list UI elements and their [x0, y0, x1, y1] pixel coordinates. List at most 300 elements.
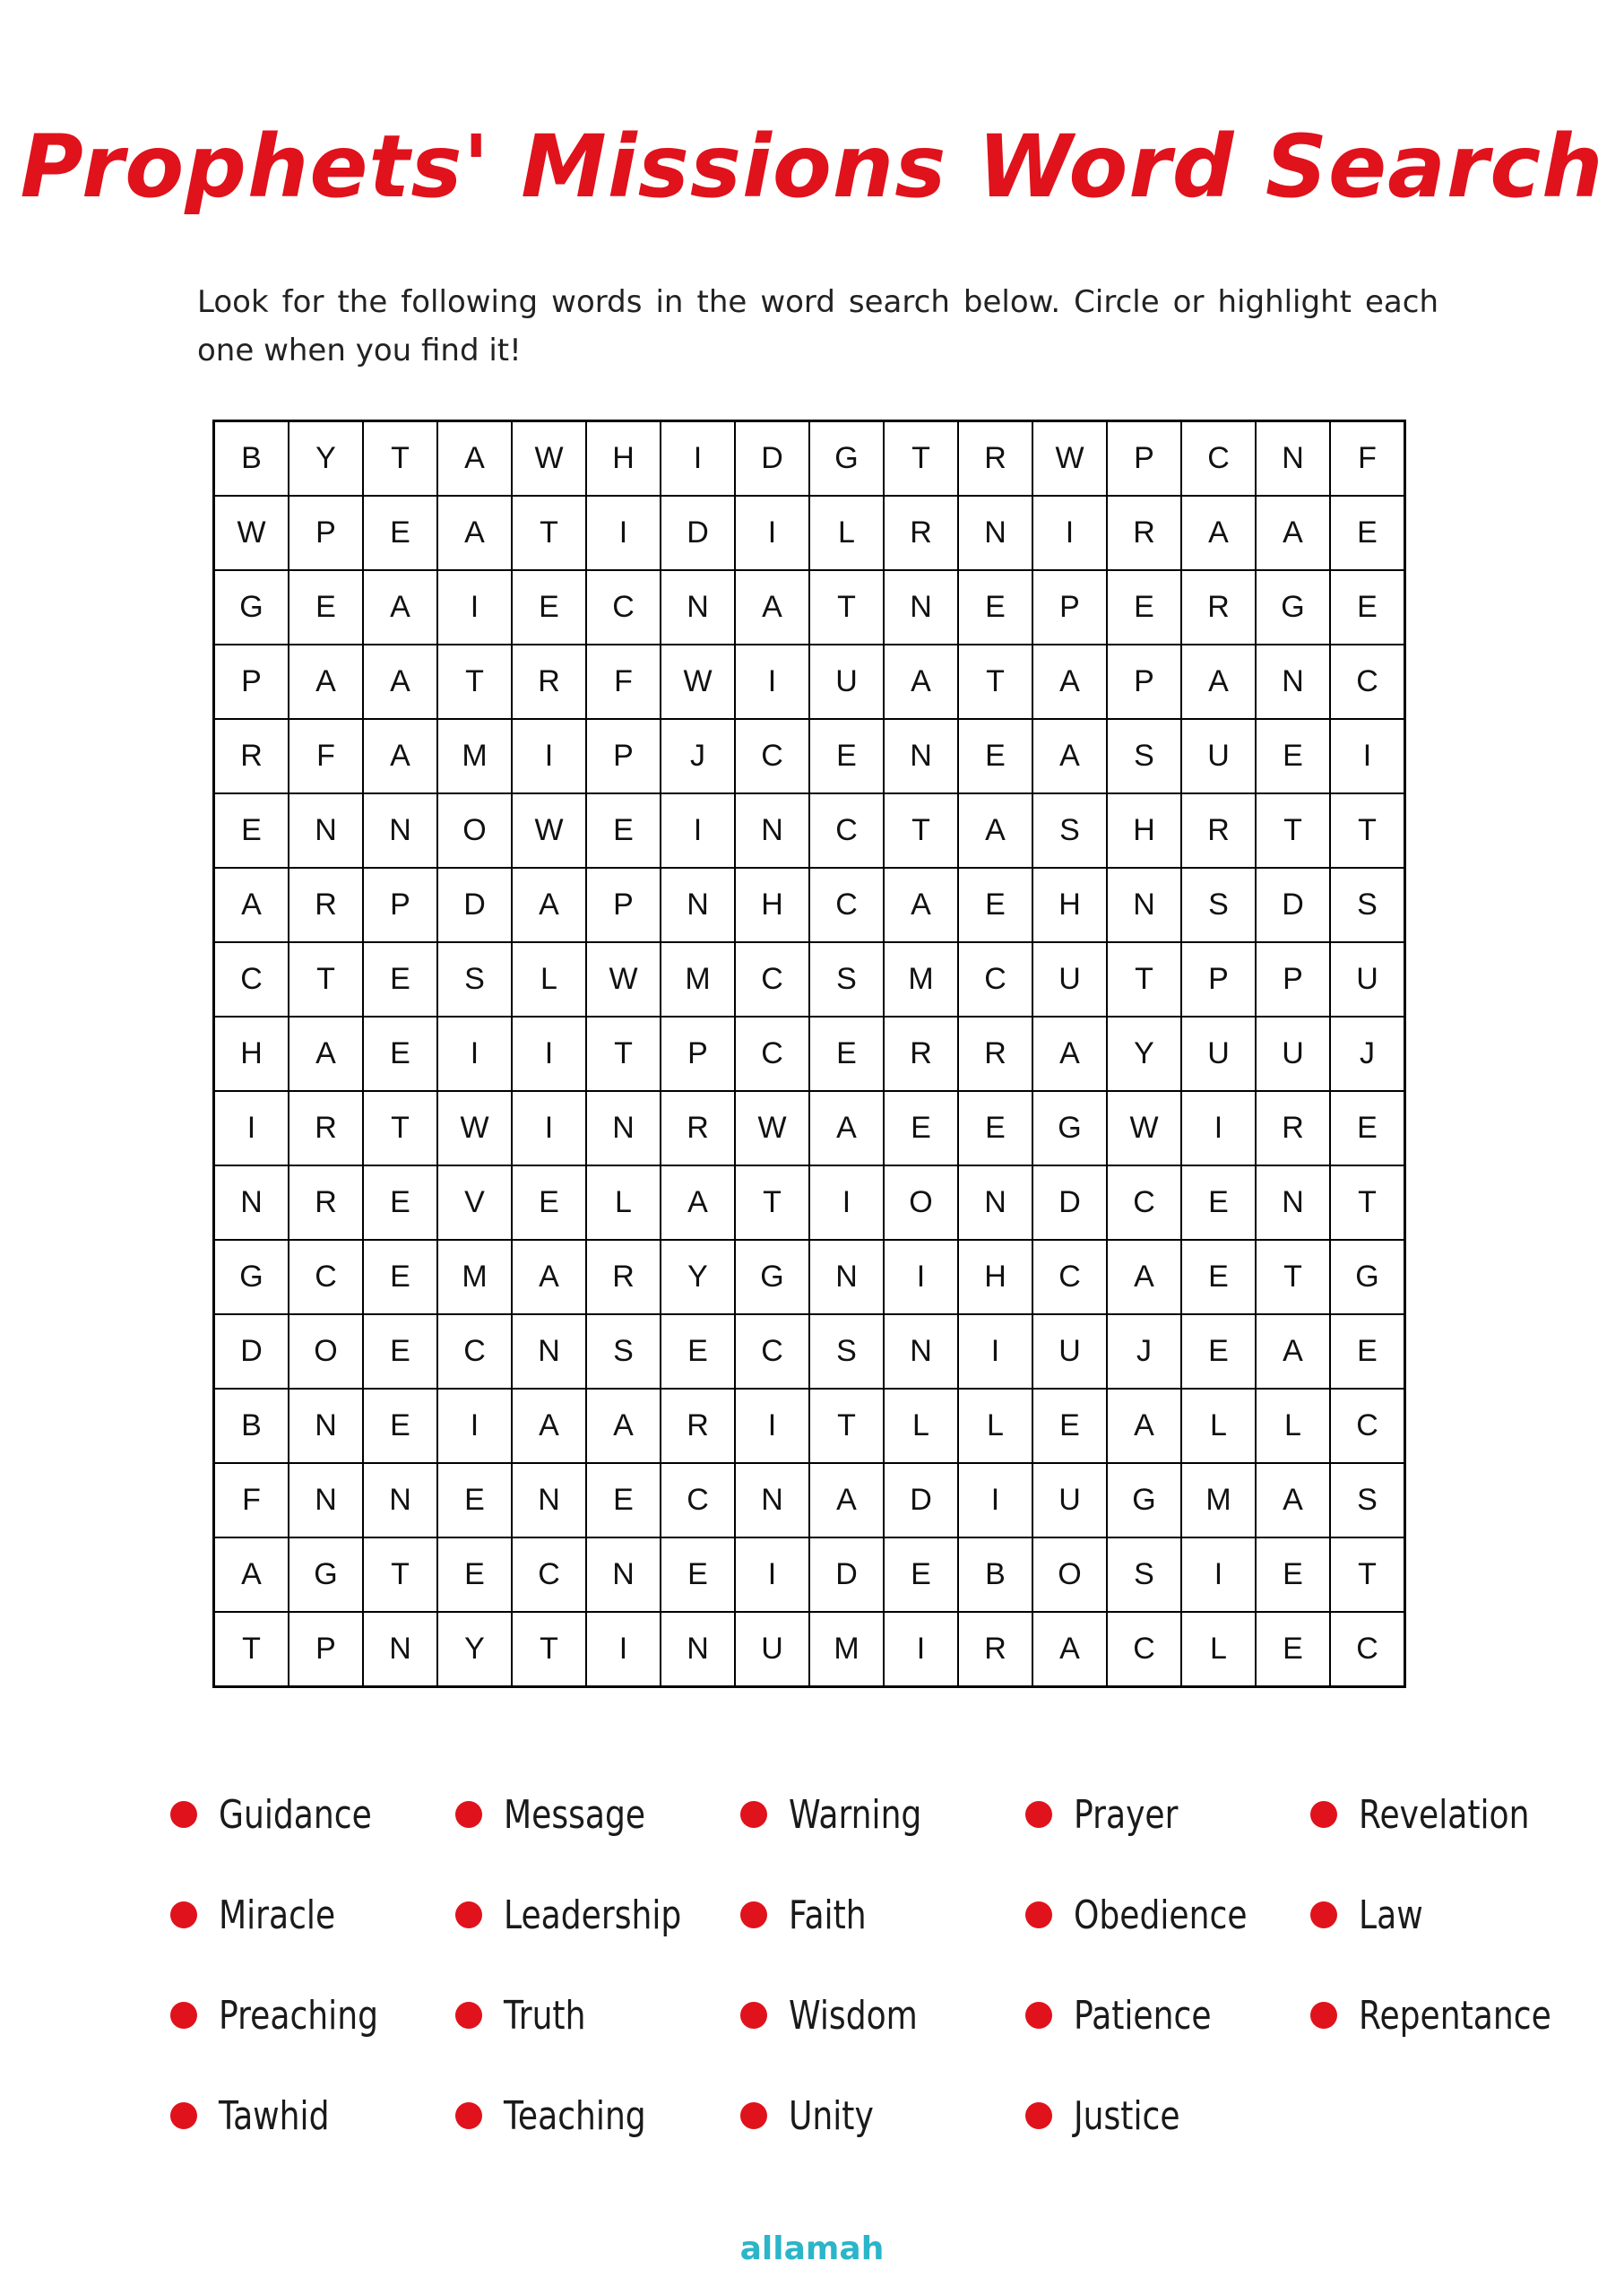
- word-list-item: [1310, 1865, 1595, 1965]
- grid-cell[interactable]: I: [661, 793, 735, 868]
- grid-cell[interactable]: N: [661, 1612, 735, 1687]
- grid-cell[interactable]: U: [1181, 719, 1256, 793]
- grid-cell[interactable]: P: [289, 1612, 363, 1687]
- grid-cell[interactable]: A: [958, 793, 1032, 868]
- grid-cell[interactable]: O: [1032, 1537, 1107, 1612]
- grid-cell[interactable]: U: [1032, 1463, 1107, 1537]
- grid-cell[interactable]: I: [1181, 1537, 1256, 1612]
- grid-cell[interactable]: E: [1181, 1240, 1256, 1314]
- grid-cell[interactable]: R: [586, 1240, 661, 1314]
- grid-cell[interactable]: R: [1181, 570, 1256, 645]
- grid-cell[interactable]: T: [884, 793, 958, 868]
- grid-cell[interactable]: A: [437, 421, 512, 497]
- grid-cell[interactable]: N: [586, 1537, 661, 1612]
- grid-cell[interactable]: S: [809, 942, 884, 1017]
- grid-cell[interactable]: N: [1256, 645, 1330, 719]
- grid-cell[interactable]: N: [884, 719, 958, 793]
- grid-cell[interactable]: E: [363, 496, 437, 570]
- grid-cell[interactable]: I: [735, 1389, 809, 1463]
- grid-cell[interactable]: N: [289, 793, 363, 868]
- grid-cell[interactable]: T: [512, 1612, 586, 1687]
- grid-cell[interactable]: C: [1330, 645, 1405, 719]
- grid-cell[interactable]: A: [735, 570, 809, 645]
- grid-cell[interactable]: G: [214, 570, 289, 645]
- grid-cell[interactable]: H: [586, 421, 661, 497]
- grid-cell[interactable]: A: [512, 1389, 586, 1463]
- grid-cell[interactable]: R: [958, 1612, 1032, 1687]
- grid-cell[interactable]: T: [363, 421, 437, 497]
- grid-cell[interactable]: G: [1107, 1463, 1181, 1537]
- grid-cell[interactable]: I: [884, 1240, 958, 1314]
- grid-cell[interactable]: E: [884, 1091, 958, 1165]
- grid-cell[interactable]: C: [809, 793, 884, 868]
- grid-cell[interactable]: N: [289, 1463, 363, 1537]
- grid-cell[interactable]: L: [1256, 1389, 1330, 1463]
- grid-cell[interactable]: G: [1032, 1091, 1107, 1165]
- grid-cell[interactable]: I: [809, 1165, 884, 1240]
- grid-cell[interactable]: W: [661, 645, 735, 719]
- grid-cell[interactable]: N: [1256, 421, 1330, 497]
- grid-cell[interactable]: J: [1330, 1017, 1405, 1091]
- grid-cell[interactable]: E: [289, 570, 363, 645]
- grid-cell[interactable]: N: [363, 1463, 437, 1537]
- grid-cell[interactable]: S: [1032, 793, 1107, 868]
- grid-cell[interactable]: T: [437, 645, 512, 719]
- grid-cell[interactable]: P: [1107, 645, 1181, 719]
- grid-cell[interactable]: A: [1032, 719, 1107, 793]
- grid-cell[interactable]: L: [958, 1389, 1032, 1463]
- grid-cell[interactable]: M: [884, 942, 958, 1017]
- grid-cell[interactable]: E: [1330, 570, 1405, 645]
- grid-cell[interactable]: H: [735, 868, 809, 942]
- grid-cell[interactable]: W: [586, 942, 661, 1017]
- grid-cell[interactable]: A: [1107, 1240, 1181, 1314]
- grid-cell[interactable]: E: [512, 570, 586, 645]
- grid-cell[interactable]: E: [1181, 1314, 1256, 1389]
- grid-cell[interactable]: T: [214, 1612, 289, 1687]
- grid-cell[interactable]: A: [1256, 496, 1330, 570]
- grid-cell[interactable]: H: [214, 1017, 289, 1091]
- grid-cell[interactable]: N: [512, 1314, 586, 1389]
- grid-cell[interactable]: C: [437, 1314, 512, 1389]
- grid-cell[interactable]: S: [437, 942, 512, 1017]
- grid-cell[interactable]: J: [1107, 1314, 1181, 1389]
- grid-cell[interactable]: C: [1330, 1389, 1405, 1463]
- word-list-item: [455, 1764, 740, 1865]
- grid-cell[interactable]: T: [363, 1091, 437, 1165]
- grid-cell[interactable]: E: [1256, 719, 1330, 793]
- grid-cell[interactable]: M: [809, 1612, 884, 1687]
- bullet-dot-icon: [1025, 1901, 1052, 1928]
- grid-cell[interactable]: W: [437, 1091, 512, 1165]
- grid-cell[interactable]: J: [661, 719, 735, 793]
- grid-cell[interactable]: C: [1107, 1165, 1181, 1240]
- grid-cell[interactable]: I: [512, 1091, 586, 1165]
- grid-cell[interactable]: A: [1107, 1389, 1181, 1463]
- grid-row: [214, 1612, 1405, 1687]
- grid-cell[interactable]: E: [661, 1537, 735, 1612]
- grid-cell[interactable]: P: [1181, 942, 1256, 1017]
- grid-cell[interactable]: S: [1181, 868, 1256, 942]
- grid-cell[interactable]: R: [512, 645, 586, 719]
- grid-cell[interactable]: D: [735, 421, 809, 497]
- grid-cell[interactable]: E: [809, 719, 884, 793]
- grid-cell[interactable]: W: [1107, 1091, 1181, 1165]
- grid-cell[interactable]: P: [363, 868, 437, 942]
- grid-row: [214, 793, 1405, 868]
- grid-cell[interactable]: I: [437, 570, 512, 645]
- grid-cell[interactable]: W: [1032, 421, 1107, 497]
- word-list-item: [1025, 2066, 1310, 2166]
- grid-cell[interactable]: P: [586, 719, 661, 793]
- bullet-dot-icon: [455, 2102, 482, 2129]
- grid-cell[interactable]: R: [661, 1389, 735, 1463]
- grid-row: [214, 1537, 1405, 1612]
- grid-cell[interactable]: R: [958, 421, 1032, 497]
- grid-cell[interactable]: W: [735, 1091, 809, 1165]
- grid-cell[interactable]: G: [1256, 570, 1330, 645]
- grid-cell[interactable]: D: [809, 1537, 884, 1612]
- grid-cell[interactable]: A: [1256, 1463, 1330, 1537]
- grid-cell[interactable]: A: [809, 1091, 884, 1165]
- grid-cell[interactable]: M: [437, 719, 512, 793]
- grid-cell[interactable]: I: [437, 1389, 512, 1463]
- grid-cell[interactable]: E: [958, 868, 1032, 942]
- grid-cell[interactable]: E: [958, 719, 1032, 793]
- grid-cell[interactable]: E: [363, 942, 437, 1017]
- grid-cell[interactable]: C: [735, 942, 809, 1017]
- grid-cell[interactable]: E: [363, 1017, 437, 1091]
- word-label: Message: [504, 1791, 646, 1838]
- word-label: Prayer: [1074, 1791, 1179, 1838]
- grid-cell[interactable]: E: [214, 793, 289, 868]
- grid-cell[interactable]: E: [958, 1091, 1032, 1165]
- grid-cell[interactable]: C: [1107, 1612, 1181, 1687]
- grid-cell[interactable]: N: [214, 1165, 289, 1240]
- grid-cell[interactable]: G: [735, 1240, 809, 1314]
- grid-cell[interactable]: F: [289, 719, 363, 793]
- grid-cell[interactable]: A: [586, 1389, 661, 1463]
- grid-cell[interactable]: T: [363, 1537, 437, 1612]
- grid-cell[interactable]: E: [437, 1537, 512, 1612]
- grid-cell[interactable]: P: [289, 496, 363, 570]
- grid-cell[interactable]: T: [735, 1165, 809, 1240]
- grid-cell[interactable]: R: [661, 1091, 735, 1165]
- grid-cell[interactable]: E: [1107, 570, 1181, 645]
- grid-cell[interactable]: H: [958, 1240, 1032, 1314]
- grid-cell[interactable]: A: [363, 645, 437, 719]
- grid-cell[interactable]: R: [289, 1165, 363, 1240]
- grid-cell[interactable]: H: [1107, 793, 1181, 868]
- grid-cell[interactable]: I: [735, 645, 809, 719]
- grid-cell[interactable]: A: [1032, 645, 1107, 719]
- grid-cell[interactable]: S: [586, 1314, 661, 1389]
- grid-cell[interactable]: C: [1330, 1612, 1405, 1687]
- grid-cell[interactable]: I: [661, 421, 735, 497]
- grid-cell[interactable]: U: [735, 1612, 809, 1687]
- word-label: Preaching: [219, 1992, 378, 2039]
- word-list-item: [1025, 1965, 1310, 2066]
- grid-cell[interactable]: E: [1330, 496, 1405, 570]
- grid-cell[interactable]: P: [661, 1017, 735, 1091]
- grid-cell[interactable]: I: [512, 1017, 586, 1091]
- grid-cell[interactable]: A: [661, 1165, 735, 1240]
- grid-cell[interactable]: R: [289, 868, 363, 942]
- grid-cell[interactable]: I: [735, 496, 809, 570]
- grid-cell[interactable]: E: [586, 1463, 661, 1537]
- grid-cell[interactable]: T: [512, 496, 586, 570]
- grid-cell[interactable]: G: [809, 421, 884, 497]
- grid-cell[interactable]: Y: [289, 421, 363, 497]
- grid-cell[interactable]: E: [809, 1017, 884, 1091]
- grid-cell[interactable]: N: [1107, 868, 1181, 942]
- grid-cell[interactable]: A: [1032, 1612, 1107, 1687]
- grid-cell[interactable]: N: [809, 1240, 884, 1314]
- grid-cell[interactable]: I: [1032, 496, 1107, 570]
- grid-cell[interactable]: N: [363, 793, 437, 868]
- grid-cell[interactable]: E: [363, 1389, 437, 1463]
- grid-cell[interactable]: G: [214, 1240, 289, 1314]
- grid-cell[interactable]: P: [1256, 942, 1330, 1017]
- grid-cell[interactable]: C: [735, 1314, 809, 1389]
- grid-cell[interactable]: T: [1256, 793, 1330, 868]
- grid-cell[interactable]: T: [1256, 1240, 1330, 1314]
- grid-cell[interactable]: T: [884, 421, 958, 497]
- grid-cell[interactable]: A: [437, 496, 512, 570]
- grid-cell[interactable]: D: [1032, 1165, 1107, 1240]
- grid-cell[interactable]: C: [735, 1017, 809, 1091]
- grid-cell[interactable]: M: [437, 1240, 512, 1314]
- bullet-dot-icon: [740, 2002, 767, 2029]
- grid-cell[interactable]: I: [214, 1091, 289, 1165]
- grid-cell[interactable]: L: [1181, 1389, 1256, 1463]
- grid-cell[interactable]: T: [289, 942, 363, 1017]
- grid-cell[interactable]: N: [1256, 1165, 1330, 1240]
- grid-cell[interactable]: A: [363, 719, 437, 793]
- grid-cell[interactable]: N: [363, 1612, 437, 1687]
- grid-cell[interactable]: R: [214, 719, 289, 793]
- grid-cell[interactable]: D: [1256, 868, 1330, 942]
- grid-cell[interactable]: O: [289, 1314, 363, 1389]
- bullet-dot-icon: [1310, 1901, 1337, 1928]
- grid-cell[interactable]: I: [437, 1017, 512, 1091]
- grid-cell[interactable]: E: [958, 570, 1032, 645]
- grid-cell[interactable]: U: [1032, 942, 1107, 1017]
- grid-cell[interactable]: C: [586, 570, 661, 645]
- grid-cell[interactable]: T: [1107, 942, 1181, 1017]
- grid-cell[interactable]: P: [1032, 570, 1107, 645]
- grid-cell[interactable]: A: [809, 1463, 884, 1537]
- grid-cell[interactable]: D: [661, 496, 735, 570]
- grid-cell[interactable]: N: [661, 868, 735, 942]
- grid-cell[interactable]: C: [289, 1240, 363, 1314]
- grid-cell[interactable]: Y: [1107, 1017, 1181, 1091]
- grid-cell[interactable]: S: [1107, 719, 1181, 793]
- grid-cell[interactable]: E: [1330, 1091, 1405, 1165]
- grid-cell[interactable]: P: [1107, 421, 1181, 497]
- grid-cell[interactable]: I: [1330, 719, 1405, 793]
- grid-cell[interactable]: F: [1330, 421, 1405, 497]
- grid-row: [214, 942, 1405, 1017]
- grid-cell[interactable]: R: [958, 1017, 1032, 1091]
- grid-cell[interactable]: G: [289, 1537, 363, 1612]
- grid-cell[interactable]: A: [214, 1537, 289, 1612]
- bullet-dot-icon: [455, 2002, 482, 2029]
- grid-cell[interactable]: C: [512, 1537, 586, 1612]
- grid-cell[interactable]: M: [661, 942, 735, 1017]
- grid-cell[interactable]: W: [512, 793, 586, 868]
- grid-cell[interactable]: A: [1181, 645, 1256, 719]
- grid-cell[interactable]: E: [1256, 1612, 1330, 1687]
- grid-cell[interactable]: E: [1330, 1314, 1405, 1389]
- grid-cell[interactable]: E: [1256, 1537, 1330, 1612]
- grid-cell[interactable]: W: [512, 421, 586, 497]
- grid-cell[interactable]: U: [1181, 1017, 1256, 1091]
- grid-cell[interactable]: E: [512, 1165, 586, 1240]
- grid-cell[interactable]: A: [884, 868, 958, 942]
- grid-cell[interactable]: E: [363, 1314, 437, 1389]
- word-list: [170, 1764, 1604, 2166]
- grid-cell[interactable]: S: [1107, 1537, 1181, 1612]
- grid-cell[interactable]: H: [1032, 868, 1107, 942]
- grid-cell[interactable]: C: [661, 1463, 735, 1537]
- grid-cell[interactable]: T: [586, 1017, 661, 1091]
- grid-cell[interactable]: C: [735, 719, 809, 793]
- grid-cell[interactable]: R: [1181, 793, 1256, 868]
- grid-cell[interactable]: A: [289, 645, 363, 719]
- bullet-dot-icon: [1025, 2002, 1052, 2029]
- grid-cell[interactable]: A: [1181, 496, 1256, 570]
- grid-cell[interactable]: F: [214, 1463, 289, 1537]
- grid-cell[interactable]: F: [586, 645, 661, 719]
- grid-cell[interactable]: R: [884, 496, 958, 570]
- grid-cell[interactable]: N: [884, 1314, 958, 1389]
- grid-cell[interactable]: S: [1330, 868, 1405, 942]
- grid-cell[interactable]: R: [1107, 496, 1181, 570]
- grid-cell[interactable]: E: [363, 1240, 437, 1314]
- grid-cell[interactable]: A: [512, 868, 586, 942]
- grid-cell[interactable]: C: [1032, 1240, 1107, 1314]
- grid-cell[interactable]: T: [1330, 1537, 1405, 1612]
- grid-row: [214, 1017, 1405, 1091]
- grid-cell[interactable]: D: [437, 868, 512, 942]
- grid-cell[interactable]: E: [363, 1165, 437, 1240]
- grid-cell[interactable]: I: [735, 1537, 809, 1612]
- grid-cell[interactable]: C: [958, 942, 1032, 1017]
- grid-cell[interactable]: O: [437, 793, 512, 868]
- grid-cell[interactable]: T: [1330, 1165, 1405, 1240]
- grid-cell[interactable]: C: [809, 868, 884, 942]
- grid-cell[interactable]: B: [214, 421, 289, 497]
- word-list-item: [740, 2066, 1025, 2166]
- grid-cell[interactable]: E: [1181, 1165, 1256, 1240]
- grid-row: [214, 1314, 1405, 1389]
- grid-cell[interactable]: M: [1181, 1463, 1256, 1537]
- grid-cell[interactable]: P: [586, 868, 661, 942]
- word-label: Justice: [1074, 2092, 1180, 2139]
- grid-cell[interactable]: S: [809, 1314, 884, 1389]
- grid-cell[interactable]: E: [586, 793, 661, 868]
- word-label: Faith: [789, 1892, 867, 1938]
- grid-cell[interactable]: T: [1330, 793, 1405, 868]
- grid-cell[interactable]: U: [1032, 1314, 1107, 1389]
- grid-cell[interactable]: U: [1330, 942, 1405, 1017]
- grid-cell[interactable]: T: [809, 1389, 884, 1463]
- grid-cell[interactable]: R: [884, 1017, 958, 1091]
- grid-cell[interactable]: P: [214, 645, 289, 719]
- grid-cell[interactable]: R: [1256, 1091, 1330, 1165]
- grid-cell[interactable]: U: [1256, 1017, 1330, 1091]
- grid-cell[interactable]: O: [884, 1165, 958, 1240]
- grid-cell[interactable]: I: [586, 496, 661, 570]
- grid-cell[interactable]: B: [214, 1389, 289, 1463]
- grid-cell[interactable]: N: [958, 496, 1032, 570]
- grid-cell[interactable]: A: [884, 645, 958, 719]
- grid-cell[interactable]: A: [214, 868, 289, 942]
- grid-cell[interactable]: A: [363, 570, 437, 645]
- grid-cell[interactable]: I: [958, 1463, 1032, 1537]
- grid-cell[interactable]: Y: [437, 1612, 512, 1687]
- grid-cell[interactable]: I: [512, 719, 586, 793]
- grid-cell[interactable]: N: [661, 570, 735, 645]
- grid-cell[interactable]: D: [884, 1463, 958, 1537]
- grid-cell[interactable]: V: [437, 1165, 512, 1240]
- grid-cell[interactable]: L: [586, 1165, 661, 1240]
- grid-cell[interactable]: S: [1330, 1463, 1405, 1537]
- grid-cell[interactable]: D: [214, 1314, 289, 1389]
- grid-cell[interactable]: L: [884, 1389, 958, 1463]
- grid-cell[interactable]: N: [512, 1463, 586, 1537]
- grid-cell[interactable]: N: [735, 793, 809, 868]
- grid-cell[interactable]: E: [661, 1314, 735, 1389]
- grid-cell[interactable]: T: [809, 570, 884, 645]
- word-list-item: [170, 2066, 455, 2166]
- bullet-dot-icon: [1310, 2002, 1337, 2029]
- grid-cell[interactable]: T: [958, 645, 1032, 719]
- grid-cell[interactable]: I: [958, 1314, 1032, 1389]
- grid-row: [214, 421, 1405, 497]
- grid-cell[interactable]: N: [586, 1091, 661, 1165]
- grid-cell[interactable]: B: [958, 1537, 1032, 1612]
- instructions-text: Look for the following words in the word search below. Circle or highlight each one when you find it!: [197, 284, 1438, 368]
- grid-cell[interactable]: A: [512, 1240, 586, 1314]
- grid-cell[interactable]: E: [437, 1463, 512, 1537]
- grid-cell[interactable]: U: [809, 645, 884, 719]
- grid-cell[interactable]: A: [1032, 1017, 1107, 1091]
- grid-cell[interactable]: N: [958, 1165, 1032, 1240]
- grid-cell[interactable]: N: [735, 1463, 809, 1537]
- grid-cell[interactable]: G: [1330, 1240, 1405, 1314]
- grid-cell[interactable]: R: [289, 1091, 363, 1165]
- grid-cell[interactable]: A: [1256, 1314, 1330, 1389]
- grid-cell[interactable]: I: [884, 1612, 958, 1687]
- grid-cell[interactable]: C: [1181, 421, 1256, 497]
- grid-cell[interactable]: I: [1181, 1091, 1256, 1165]
- grid-cell[interactable]: Y: [661, 1240, 735, 1314]
- grid-cell[interactable]: L: [809, 496, 884, 570]
- grid-cell[interactable]: E: [1032, 1389, 1107, 1463]
- grid-cell[interactable]: L: [512, 942, 586, 1017]
- grid-cell[interactable]: N: [884, 570, 958, 645]
- grid-cell[interactable]: E: [884, 1537, 958, 1612]
- grid-cell[interactable]: L: [1181, 1612, 1256, 1687]
- word-list-item: [740, 1764, 1025, 1865]
- grid-cell[interactable]: A: [289, 1017, 363, 1091]
- grid-cell[interactable]: N: [289, 1389, 363, 1463]
- grid-cell[interactable]: C: [214, 942, 289, 1017]
- grid-cell[interactable]: I: [586, 1612, 661, 1687]
- grid-cell[interactable]: W: [214, 496, 289, 570]
